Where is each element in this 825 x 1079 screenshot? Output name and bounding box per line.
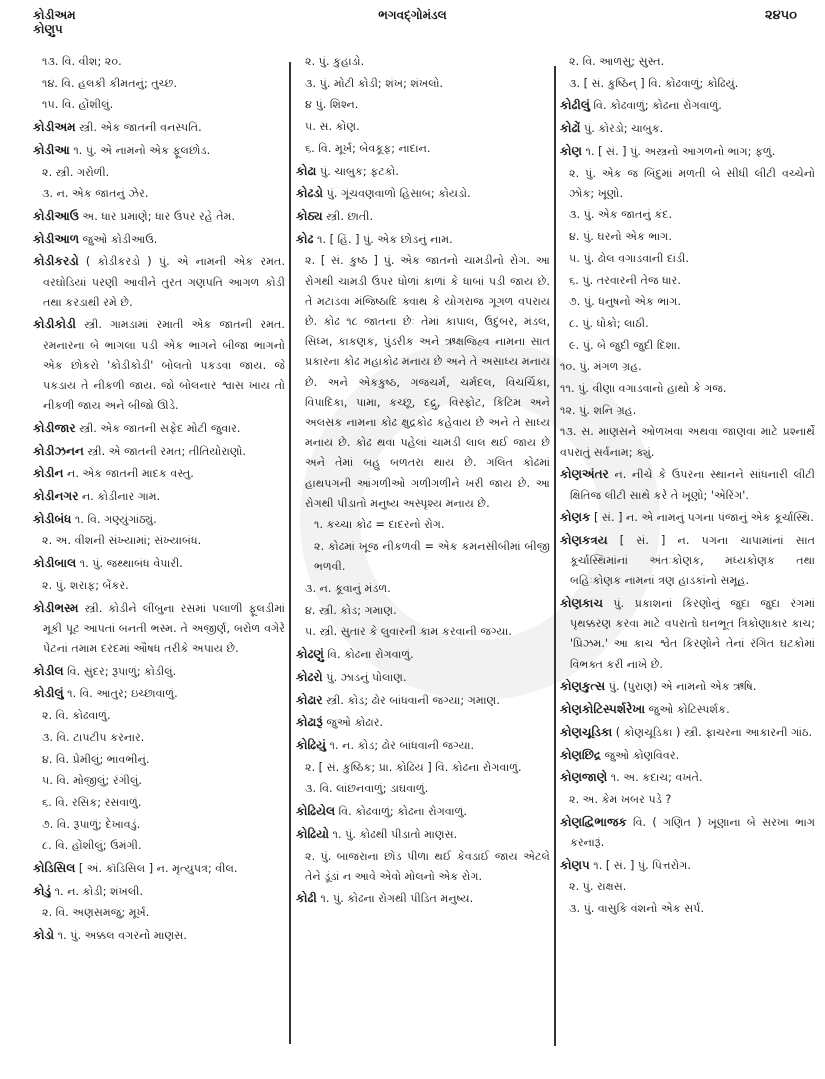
headword: કોઢણું (296, 647, 324, 662)
sense-entry: ૨. સ્ત્રી. ગરોળી. (42, 165, 110, 179)
definition: વિ. કોઢવાળું; કોઢના રોગવાળું. (589, 99, 722, 113)
headword: કોણદ્વિભાજક (560, 814, 627, 829)
dictionary-entry (296, 229, 550, 250)
headword: કોડીઆળ (33, 231, 80, 246)
headword: કોડીઅમ (33, 120, 76, 135)
sense-entry: ૩. પું. મોટી કોડી; શંખ; શંખલો. (305, 76, 444, 90)
sense-entry: ૨. વિ. આળસુ; સુસ્ત. (569, 55, 665, 68)
sense-entry: ૭. વિ. રૂપાળું; દેખાવડું. (42, 817, 141, 831)
running-title: ભગવદ્ગોમંડલ (378, 8, 447, 22)
sense-entry: ૩. પું. વાસુકિ વંશનો એક સર્પ. (569, 901, 705, 915)
sense-entry: ૨. વિ. કોઢવાળું. (42, 709, 111, 723)
page-header (0, 0, 825, 50)
sense-entry: ૧૩. વિ. વીશ; ૨૦. (42, 55, 122, 68)
headword: કોડો (33, 928, 55, 943)
headword: કોણકુત્સ (560, 679, 606, 694)
page-number: ૨૪૫૦ (764, 8, 797, 23)
definition: પું. કોરડો; ચાબુક. (580, 122, 664, 136)
headword: કોડીભસ્મ (33, 600, 79, 615)
headword: કોડીઆ (33, 142, 70, 157)
definition: વિ. ( ગણિત ) ખૂણાના બે સરખા ભાગ કરનારૂં. (570, 815, 815, 849)
dictionary-entry (296, 161, 550, 182)
definition: વિ. સુંદર; રૂપાળું; કોડીલું. (63, 664, 177, 678)
headword: કોડીન (33, 466, 64, 481)
definition: [ સં. ] ન. એ નામનું પગના પંજાનું એક કૂર્ચાસ્થિ. (590, 511, 814, 525)
sense-entry: ૧૪. વિ. હલકી કીમતનું; તુચ્છ. (42, 76, 177, 90)
definition: ન. નીચે કે ઉપરના સ્થાનને સાંધનારી લીટી ક્ષિતિજ લીટી સાથે કરે તે ખૂણો; 'એરિંગ'. (570, 468, 815, 502)
sense-entry: ૪. વિ. પ્રેમીલું; ભાવભીનું. (42, 752, 150, 766)
headword: કોણજાણે (560, 770, 608, 785)
definition: સ્ત્રી. એ જાતની રમત; તીતિયોરાણો. (83, 444, 246, 458)
dictionary-entry (296, 735, 550, 756)
dictionary-entry (560, 855, 815, 876)
definition: ૧. પું. જથ્થાબંધ વેપારી. (76, 557, 183, 571)
definition: જુઓ કોઢાર. (322, 716, 384, 730)
headword: કોણપ (560, 857, 590, 872)
dictionary-entry (560, 722, 815, 743)
dictionary-entry (560, 118, 815, 139)
definition: ૧. ન. કોડી; શંખલી. (51, 884, 144, 898)
headword: કોડીઝનન (33, 443, 84, 458)
dictionary-entry (33, 117, 285, 138)
headword: કોણકત્રય (560, 532, 608, 547)
sense-entry: ૮. વિ. હોંશીલું; ઉમંગી. (42, 839, 142, 853)
sense-entry: ૨. પું. શરાફ; બેંકર. (42, 578, 129, 592)
sense-entry: ૨. વિ. અણસમજુ; મૂર્ખ. (42, 906, 150, 920)
definition: જુઓ કોડીઆઉ. (79, 232, 158, 246)
definition: જુઓ કોણવિવર. (601, 748, 680, 762)
definition: ૧. અ. કદાચ; વખતે. (607, 771, 703, 785)
definition: ન. કોડીનાર ગામ. (78, 490, 161, 504)
sense-entry: ૪. પું. ઘરનો એક ભાગ. (569, 230, 672, 244)
definition: સ્ત્રી. કોડીને લીંબુના રસમાં પલાળી ફૂલડીમાં મૂકી પૂટ આપતાં બનતી ભસ્મ. તે અજીર્ણ, બરોળ વગેરે પેટનાં તમામ દરદમાં ઔષધ તરીકે અપાય છે. (43, 601, 285, 655)
sense-entry: ૨. પું. કુહાડો. (305, 55, 365, 68)
dictionary-entry (33, 881, 285, 902)
sense-entry: ૨. પું. બાજરાના છોડ પીળા થઈ કેવડાઈ જાય એટલે તેને ડૂંડાં ન આવે એવો મોલનો એક રોગ. (305, 849, 550, 883)
headword: કોડીબંધ (33, 511, 72, 526)
sense-entry: ૨. અ. વીશની સંખ્યામાં; સંખ્યાબંધ. (42, 534, 202, 548)
dictionary-entry (296, 206, 550, 227)
sense-entry: ૫. પું. ઢોલ વગાડવાની દાંડી. (569, 251, 689, 265)
sense-entry: ૬. પું. તરવારની તેજ ધાર. (569, 273, 681, 287)
definition: ૧. પું. એ નામનો એક ફૂલછોડ. (69, 143, 211, 157)
definition: ૧. પું. કોઢના રોગથી પીડિત મનુષ્ય. (316, 892, 474, 906)
headword: કોડું (33, 883, 52, 898)
column-1 (33, 52, 285, 948)
headword: કોડિસિલ (33, 861, 76, 876)
headword: કોણછિદ્ર (560, 747, 602, 762)
dictionary-entry (33, 314, 285, 416)
dictionary-entry (33, 418, 285, 439)
headword: કોણ (560, 143, 582, 158)
headword: કોઢારૂં (296, 715, 323, 730)
definition: સ્ત્રી. છાતી. (322, 209, 374, 223)
dictionary-entry (560, 767, 815, 788)
dictionary-entry (560, 745, 815, 766)
dictionary-entry (560, 812, 815, 853)
definition: ૧. ન. કોડ; ઢોર બાંધવાની જગ્યા. (325, 739, 475, 752)
sense-entry: ૧૦. પું. મંગળ ગ્રહ. (560, 360, 642, 374)
column-3 (560, 52, 815, 921)
sense-entry: ૫. સ્ત્રી. સુતાર કે લુવારની કામ કરવાની જગ્યા. (305, 625, 512, 639)
sense-entry: ૨. [ સં. કુષ્ઠિક; પ્રા. કોઢિય ] વિ. કોઢના રોગવાળું. (305, 760, 522, 774)
dictionary-entry (33, 683, 285, 704)
definition: વિ. કોઢના રોગવાળું. (323, 648, 414, 662)
definition: ન. એક જાતની માદક વસ્તુ. (63, 467, 194, 481)
headword: કોડીલું (33, 686, 64, 701)
dictionary-entry (296, 183, 550, 204)
definition: ( કોણચૂડિકા ) સ્ત્રી. ફાચરના આકારની ગાંઠ. (612, 725, 813, 739)
dictionary-entry (296, 712, 550, 733)
headword: કોડીલ (33, 663, 64, 678)
definition: ૧. વિ. ગણ્યુંગાંઠ્યું. (71, 512, 157, 526)
dictionary-entry (33, 251, 285, 313)
headword: કોડીજાર (33, 420, 76, 435)
dictionary-entry (560, 141, 815, 162)
definition: વિ. કોઢવાળું; કોઢના રોગવાળું. (335, 805, 467, 819)
sense-entry: ૨. પું. રાક્ષસ. (569, 880, 627, 894)
dictionary-entry (296, 644, 550, 665)
definition: અ. ધાર પ્રમાણે; ધાર ઉપર રહે તેમ. (78, 209, 236, 223)
guide-word-last: કોણુપ (33, 22, 63, 36)
headword: કોઢાર (296, 692, 323, 707)
headword: કોઠ્ય (296, 208, 323, 223)
headword: કોઢડો (296, 186, 324, 201)
dictionary-entry (560, 530, 815, 592)
sense-entry: ૭. પું. ધનુષનો એક ભાગ. (569, 295, 681, 309)
definition: પું. ગૂંચવણવાળો હિસાબ; કોયડો. (323, 187, 471, 201)
dictionary-entry (33, 206, 285, 227)
headword: કોઢા (296, 163, 317, 178)
sense-entry: ૬. વિ. રસિક; રસવાળું. (42, 795, 142, 809)
headword: કોડીઆઉ (33, 208, 79, 223)
sense-entry: ૪ પું. શિશ્ન. (305, 98, 359, 112)
headword: કોડીનગર (33, 489, 79, 504)
definition: ૧. વિ. આતુર; ઇચ્છાવાળું. (63, 687, 178, 701)
definition: સ્ત્રી. ગામડામાં રમાતી એક જાતની રમત. રમનારના બે ભાગલા પડી એક ભાગને બીજા ભાગનો એક છોકરો 'કોડીકોડી' બોલતો પકડવા જાય. જે પકડાય તે નીકળી જાય. જો બોલનાર શ્વાસ ખાય તો નીકળી જાય અને બીજો ઊડે. (43, 318, 285, 413)
sense-entry: ૩. ન. કૂવાનું મંડળ. (305, 582, 391, 596)
headword: કોણકોટિસ્પર્શરેખા (560, 702, 646, 717)
definition: પું. ઝાડનું પોલાણ. (322, 670, 407, 684)
definition: પું. પ્રકાશનાં કિરણોનું જુદા જુદા રંગમાં પૃથક્કરણ કરવા માટે વપરાતો ઘનભૂત ત્રિકોણાકાર કાચ; 'પ્રિઝમ.' આ કાચ શ્વેત કિરણોને તેનાં રંગિત ઘટકોમાં વિભક્ત કરી નાખે છે. (570, 597, 815, 671)
sense-entry: ૫. વિ. મોજીલું; રંગીલું. (42, 774, 142, 788)
dictionary-columns (0, 52, 825, 1079)
dictionary-entry (296, 667, 550, 688)
dictionary-entry (33, 661, 285, 682)
sense-entry: ૩. પું. એક જાતનું કંદ. (569, 208, 673, 222)
dictionary-entry (560, 95, 815, 116)
sense-entry: ૩. ન. એક જાતનું ઝેર. (42, 187, 149, 201)
dictionary-entry (560, 676, 815, 697)
definition: [ સં. ] ન. પગના ચાપામાંનાં સાત કૂર્ચાસ્થિમાંનાં અંતઃકોણક, મધ્યકોણક તથા બહિઃકોણક નામનાં ત્રણ હાડકાંનો સમૂહ. (570, 533, 815, 588)
dictionary-entry (560, 464, 815, 505)
definition: પું. (પુરાણ) એ નામનો એક ઋષિ. (605, 680, 757, 694)
dictionary-entry (296, 824, 550, 845)
headword: કોઢીલું (560, 98, 590, 113)
definition: સ્ત્રી. એક જાતની વનસ્પતિ. (75, 121, 202, 135)
dictionary-entry (33, 229, 285, 250)
headword: કોઢ (296, 231, 314, 246)
sense-entry: ૨. પું. એક જ બિંદુમાં મળતી બે સીધી લીટી વચ્ચેનો ઝોક; ખૂણો. (569, 166, 815, 200)
dictionary-entry (33, 925, 285, 946)
headword: કોઢી (296, 891, 317, 906)
headword: કોઢિયું (296, 738, 326, 752)
definition: ૧. પું. અક્કલ વગરનો માણસ. (54, 929, 187, 943)
sense-entry: ૯. પું. બે જુદી જુદી દિશા. (569, 338, 681, 352)
headword: કોઢોં (560, 121, 581, 136)
headword: કોણચૂડિકા (560, 724, 613, 739)
dictionary-entry (296, 801, 550, 822)
sense-entry: ૨. અ. કેમ ખબર પડે ? (569, 792, 672, 806)
dictionary-entry (33, 140, 285, 161)
sense-entry: ૧૩. સ. માણસને ઓળખવા અથવા જાણવા માટે પ્રશ્નાર્થે વપરાતું સર્વનામ; ક્યું. (560, 425, 815, 459)
definition: ૧. [ હિં. ] પું. એક છોડનું નામ. (313, 232, 453, 246)
dictionary-entry (33, 509, 285, 530)
dictionary-entry (296, 690, 550, 711)
headword: કોણઅંતર (560, 467, 609, 482)
headword: કોઢરો (296, 669, 323, 684)
sense-entry: ૩. [ સં. કુષ્ઠિન્ ] વિ. કોઢવાળું; કોઢિયું. (569, 76, 739, 90)
definition: પું. ચાબુક; ફટકો. (316, 164, 399, 178)
headword: કોડીકોડી (33, 317, 76, 332)
definition: ૧. [ સં. ] પું. અસ્ત્રનો આગળનો ભાગ; ફળું. (581, 144, 776, 158)
sense-entry: ૨. કોઢમાં ખૂજ નીકળવી = એક કમનસીબીમાં બીજી ભળવી. (314, 540, 550, 574)
headword: કોણક (560, 510, 591, 525)
headword: કોડીકરડો (33, 254, 79, 269)
dictionary-entry (33, 463, 285, 484)
headword: કોણકાચ (560, 596, 603, 611)
sense-entry: ૬. વિ. મૂર્ખ; બેવકૂફ; નાદાન. (305, 141, 431, 155)
headword: કોઢિયેલ (296, 804, 336, 819)
headword: કોઢિયો (296, 826, 329, 841)
definition: ૧. પું. કોઢથી પીડાતો માણસ. (328, 827, 458, 841)
sense-entry: ૧૧. પું. વીણા વગાડવાનો હાથો કે ગજ. (560, 382, 727, 396)
sense-entry: ૮. પું. ધોકો; લાઠી. (569, 316, 649, 330)
sense-entry: ૫. સ. કોણ. (305, 120, 360, 134)
definition: ૧. [ સં. ] પું. પિત્તરોગ. (589, 858, 691, 872)
sense-entry: ૧. કચ્ચા કોઢ = દાદરનો રોગ. (314, 518, 445, 532)
definition: ( કોડીકરડો ) પું. એ નામની એક રમત. વરઘોડિયાં પરણી આવીને તુરત ગણપતિ આગળ કોડી તથા કરડાથી રમે છે. (43, 255, 285, 309)
dictionary-entry (33, 858, 285, 879)
sense-entry: ૪. સ્ત્રી. કોડ; ગમાણ. (305, 603, 397, 617)
headword: કોડીબાલ (33, 556, 77, 571)
definition: સ્ત્રી. કોડ; ઢોર બાંધવાની જગ્યા; ગમાણ. (322, 693, 500, 707)
definition: જુઓ કોટિસ્પર્શક. (645, 703, 730, 717)
definition: સ્ત્રી. એક જાતની સફેદ મોટી જુવાર. (75, 421, 241, 435)
dictionary-entry (560, 699, 815, 720)
guide-word-first: કોડીઅમ (33, 8, 76, 22)
dictionary-entry (560, 507, 815, 528)
sense-entry: ૧૫. વિ. હોંશીલું. (42, 98, 114, 112)
dictionary-entry (33, 441, 285, 462)
sense-entry: ૩. વિ. લાંછનવાળું; ડાઘવાળું. (305, 782, 429, 796)
sense-entry: ૧૨. પું. શનિ ગ્રહ. (560, 403, 637, 417)
dictionary-entry (33, 598, 285, 660)
sense-entry: ૨. [ સં. કુષ્ઠ ] પું. એક જાતનો ચામડીનો રોગ. આ રોગથી ચામડી ઉપર ધોળાં કાળાં કે ધાબાં પડી જાય છે. તે મટાડવા મંજિષ્ઠાદિ ક્વાથ કે યોગરાજ ગૂગળ વપરાય છે. કોઢ ૧૮ જાતના છેઃ તેમાં કાપાલ, ઉદુંબર, મંડલ, સિધ્મ, કાકણક, પુંડરીક અને ઋક્ષજિહ્વ નામના સાત પ્રકારના કોઢ મહાકોઢ મનાય છે અને તે અસાધ્ય મનાય છે. અને એકકુષ્ઠ, ગજચર્મ, ચર્મદલ, વિચર્ચિકા, વિપાદિકા, પામા, કચ્છૂ, દદ્રુ, વિસ્ફોટ, કિટિમ અને અલસક નામના કોઢ ક્ષુદ્રકોઢ કહેવાય છે અને તે સાધ્ય મનાય છે. કોઢ થવા પહેલાં ચામડી લાલ થઈ જાય છે અને તેમાં બહુ બળતરા થાય છે. ગલિત કોઢમાં હાથપગની આંગળીઓ ગળીગળીને ખરી જાય છે. આ રોગથી પીડાતો મનુષ્ય અસ્પૃશ્ય મનાય છે. (305, 254, 550, 510)
column-2 (296, 52, 550, 911)
dictionary-entry (33, 553, 285, 574)
dictionary-entry (296, 888, 550, 909)
definition: [ અં. કૉડિસિલ ] ન. મૃત્યુપત્ર; વીલ. (75, 862, 238, 876)
dictionary-entry (33, 486, 285, 507)
dictionary-entry (560, 593, 815, 675)
sense-entry: ૩. વિ. ટાપટીપ કરનાર. (42, 730, 145, 744)
